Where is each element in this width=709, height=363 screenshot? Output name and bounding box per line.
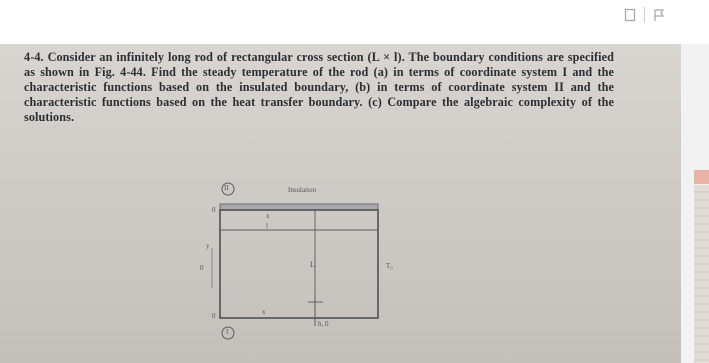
problem-statement: 4-4. Consider an infinitely long rod of rectangular cross section (L × l). The boundary conditions are specified as shown in Fig. 4-44. Find the steady temperature of the rod (a) in terms of coordinate system I and the characteristic functions based on the insulated boundary, (b) in terms of coordinate system II and the characteristic functions based on the heat transfer boundary. (c) Compare the algebraic complexity of the solutions. bbox=[24, 50, 614, 124]
coord-system-ii-label: II bbox=[224, 184, 229, 192]
rod-rectangle bbox=[220, 210, 378, 318]
viewer-toolbar bbox=[0, 0, 709, 44]
heat-transfer-label: h, 0 bbox=[318, 320, 329, 328]
side-thumbnail-header bbox=[694, 170, 709, 184]
flag-icon[interactable] bbox=[651, 6, 667, 24]
x-axis-bottom-label: x bbox=[262, 308, 266, 316]
coord-system-i-label: I bbox=[226, 328, 229, 336]
ambient-temperature-label: T₀ bbox=[386, 262, 393, 270]
left-zero-label: 0 bbox=[200, 264, 204, 272]
toolbar-divider bbox=[644, 7, 645, 23]
bookmark-icon[interactable] bbox=[622, 6, 638, 24]
figure-rod-cross-section bbox=[190, 178, 440, 348]
y-axis-label: y bbox=[206, 242, 210, 250]
insulation-band bbox=[220, 204, 378, 210]
side-thumbnail[interactable] bbox=[694, 185, 709, 363]
origin-bottom-label: 0 bbox=[212, 312, 216, 320]
x-axis-top-label: x bbox=[266, 212, 270, 220]
dimension-L-label: L bbox=[310, 260, 315, 269]
dimension-l-label: l bbox=[266, 222, 268, 230]
insulation-label: Insulation bbox=[288, 186, 316, 194]
toolbar-icons bbox=[622, 6, 667, 24]
origin-top-label: 0 bbox=[212, 206, 216, 214]
